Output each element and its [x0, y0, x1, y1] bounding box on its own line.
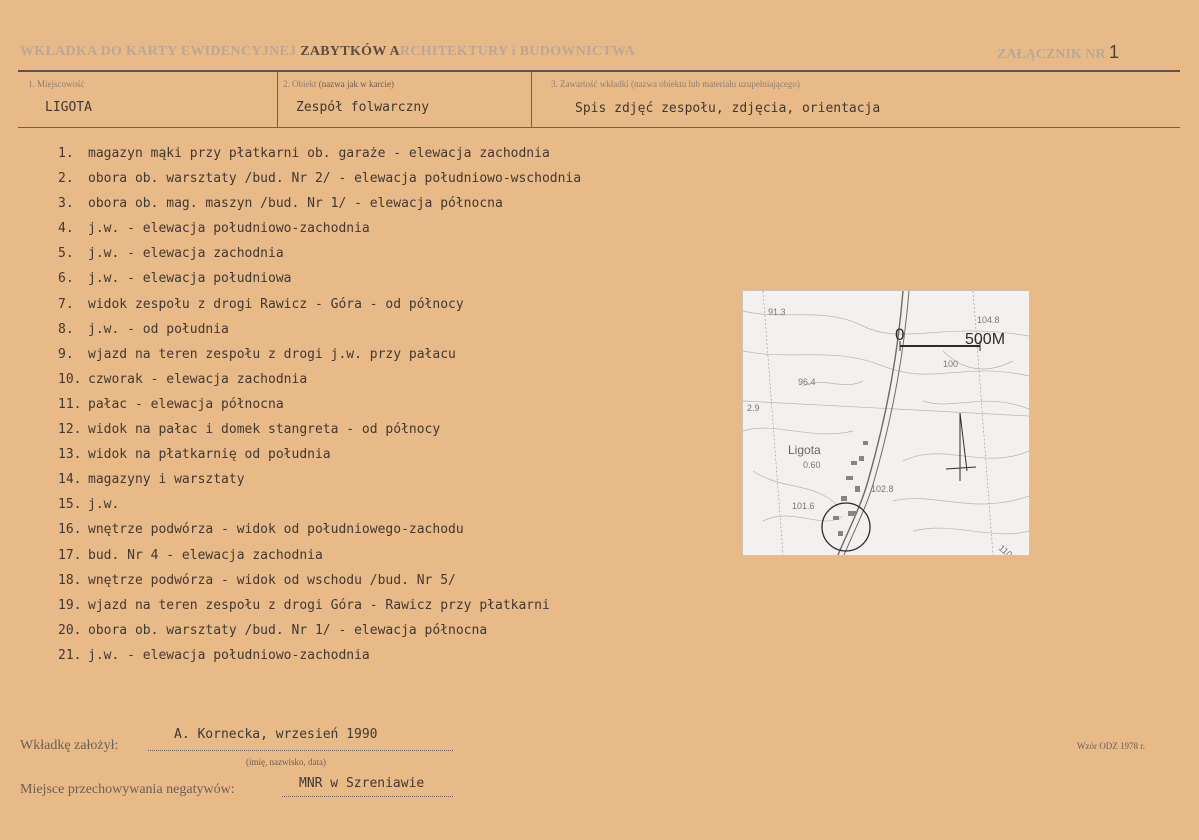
- photo-list-text: j.w.: [88, 497, 120, 513]
- photo-list-text: j.w. - elewacja południowa: [88, 271, 292, 287]
- photo-list-text: j.w. - elewacja południowo-zachodnia: [88, 221, 370, 237]
- photo-list-number: 16.: [58, 522, 82, 538]
- photo-list-item: [58, 268, 581, 293]
- photo-list-item: [58, 168, 581, 193]
- photo-list-number: 20.: [58, 622, 82, 638]
- photo-list-number: 1.: [58, 146, 74, 161]
- photo-list-text: obora ob. warsztaty /bud. Nr 1/ - elewacja północna: [88, 622, 488, 638]
- photo-list-number: 19.: [58, 597, 82, 613]
- scale-zero-label: 0: [895, 325, 905, 344]
- photo-list-item: [58, 143, 581, 168]
- photo-list-number: 18.: [58, 572, 82, 588]
- photo-list-number: 15.: [58, 497, 82, 513]
- map-label-3: 100: [943, 359, 959, 369]
- author-label: Wkładkę założył:: [20, 738, 119, 753]
- photo-list-text: widok na pałac i domek stangreta - od północy: [88, 422, 441, 438]
- map-place-name: Ligota: [788, 443, 821, 457]
- photo-list-text: widok na płatkarnię od południa: [88, 447, 331, 463]
- photo-list-text: czworak - elewacja zachodnia: [88, 371, 308, 387]
- map-label-7: 102.8: [871, 484, 894, 494]
- photo-list: [58, 143, 581, 670]
- photo-list-number: 9.: [58, 346, 74, 362]
- photo-list-number: 7.: [58, 296, 74, 312]
- title-part-2: ZABYTKÓW A: [300, 44, 400, 59]
- header-bottom-rule: [18, 127, 1180, 128]
- photo-list-text: wnętrze podwórza - widok od południowego-zachodu: [88, 522, 464, 538]
- map-drawing: [743, 291, 1029, 555]
- photo-list-item: [58, 469, 581, 494]
- photo-list-item: [58, 218, 581, 243]
- photo-list-text: wjazd na teren zespołu z drogi Góra - Rawicz przy płatkarni: [88, 597, 550, 613]
- storage-value: MNR w Szreniawie: [299, 776, 425, 791]
- author-value: A. Kornecka, wrzesień 1990: [174, 727, 378, 742]
- photo-list-number: 17.: [58, 547, 82, 563]
- photo-list-number: 4.: [58, 221, 74, 237]
- photo-list-item: [58, 444, 581, 469]
- photo-list-text: wjazd na teren zespołu z drogi j.w. przy pałacu: [88, 346, 456, 362]
- photo-list-item: [58, 419, 581, 444]
- orientation-map: [742, 290, 1030, 556]
- site-marker-circle: [822, 503, 870, 551]
- author-caption: (imię, nazwisko, data): [246, 757, 326, 767]
- annex-text: ZAŁĄCZNIK NR: [997, 47, 1106, 62]
- contents-value: Spis zdjęć zespołu, zdjęcia, orientacja: [575, 101, 881, 116]
- map-label-6: 0.60: [803, 460, 821, 470]
- photo-list-number: 11.: [58, 396, 82, 412]
- photo-list-number: 13.: [58, 447, 82, 463]
- photo-list-text: j.w. - od południa: [88, 321, 229, 337]
- header-top-rule: [18, 70, 1180, 72]
- photo-list-text: j.w. - elewacja południowo-zachodnia: [88, 647, 370, 663]
- photo-list-text: magazyn mąki przy płatkarni ob. garaże - elewacja zachodnia: [88, 146, 550, 161]
- map-label-4: 96.4: [798, 377, 816, 387]
- photo-list-number: 2.: [58, 171, 74, 187]
- locality-label: 1. Miejscowość: [28, 79, 85, 89]
- photo-list-item: [58, 494, 581, 519]
- photo-list-item: [58, 344, 581, 369]
- photo-list-item: [58, 243, 581, 268]
- photo-list-text: obora ob. mag. maszyn /bud. Nr 1/ - elewacja północna: [88, 196, 503, 212]
- photo-list-text: wnętrze podwórza - widok od wschodu /bud. Nr 5/: [88, 572, 456, 588]
- map-label-2: 104.8: [977, 315, 1000, 325]
- photo-list-item: [58, 595, 581, 620]
- photo-list-number: 5.: [58, 246, 74, 262]
- photo-list-item: [58, 545, 581, 570]
- author-line: [148, 750, 453, 751]
- object-label-hint: (nazwa jak w karcie): [318, 79, 394, 89]
- photo-list-text: j.w. - elewacja zachodnia: [88, 246, 284, 262]
- photo-list-number: 14.: [58, 472, 82, 488]
- photo-list-item: [58, 645, 581, 670]
- photo-list-number: 3.: [58, 196, 74, 212]
- map-label-8: 101.6: [792, 501, 815, 511]
- photo-list-item: [58, 620, 581, 645]
- photo-list-text: pałac - elewacja północna: [88, 396, 284, 412]
- storage-label: Miejsce przechowywania negatywów:: [20, 782, 235, 797]
- document-title: [20, 44, 635, 60]
- photo-list-text: obora ob. warsztaty /bud. Nr 2/ - elewacja południowo-wschodnia: [88, 171, 582, 187]
- photo-list-item: [58, 394, 581, 419]
- photo-list-number: 21.: [58, 647, 82, 663]
- photo-list-number: 8.: [58, 321, 74, 337]
- map-label-5: 2.9: [747, 403, 760, 413]
- annex-label: [997, 42, 1119, 63]
- field-divider-2: [531, 72, 532, 127]
- locality-value: LIGOTA: [45, 100, 92, 115]
- photo-list-number: 10.: [58, 371, 82, 387]
- photo-list-text: magazyny i warsztaty: [88, 472, 245, 488]
- form-id: Wzór ODZ 1978 r.: [1077, 741, 1145, 751]
- scale-end-label: 500M: [965, 331, 1006, 348]
- photo-list-text: widok zespołu z drogi Rawicz - Góra - od północy: [88, 296, 464, 312]
- storage-line: [282, 796, 453, 797]
- photo-list-number: 6.: [58, 271, 74, 287]
- map-label-9: 110: [996, 542, 1015, 555]
- photo-list-item: [58, 193, 581, 218]
- photo-list-item: [58, 294, 581, 319]
- map-label-1: 91.3: [768, 307, 786, 317]
- contents-label: 3. Zawartość wkładki (nazwa obiektu lub materiału uzupełniającego): [551, 79, 800, 89]
- title-part-1: WKŁADKA DO KARTY EWIDENCYJNEJ: [20, 44, 301, 59]
- photo-list-number: 12.: [58, 422, 82, 438]
- title-part-3: RCHITEKTURY i BUDOWNICTWA: [399, 44, 636, 59]
- north-arrow-icon: [946, 413, 976, 481]
- photo-list-text: bud. Nr 4 - elewacja zachodnia: [88, 547, 323, 563]
- object-value: Zespół folwarczny: [296, 100, 430, 115]
- photo-list-item: [58, 570, 581, 595]
- object-label: [283, 79, 394, 89]
- object-label-text: 2. Obiekt: [283, 79, 319, 89]
- photo-list-item: [58, 519, 581, 544]
- annex-number: 1: [1109, 42, 1120, 62]
- photo-list-item: [58, 369, 581, 394]
- field-divider-1: [277, 72, 278, 127]
- photo-list-item: [58, 319, 581, 344]
